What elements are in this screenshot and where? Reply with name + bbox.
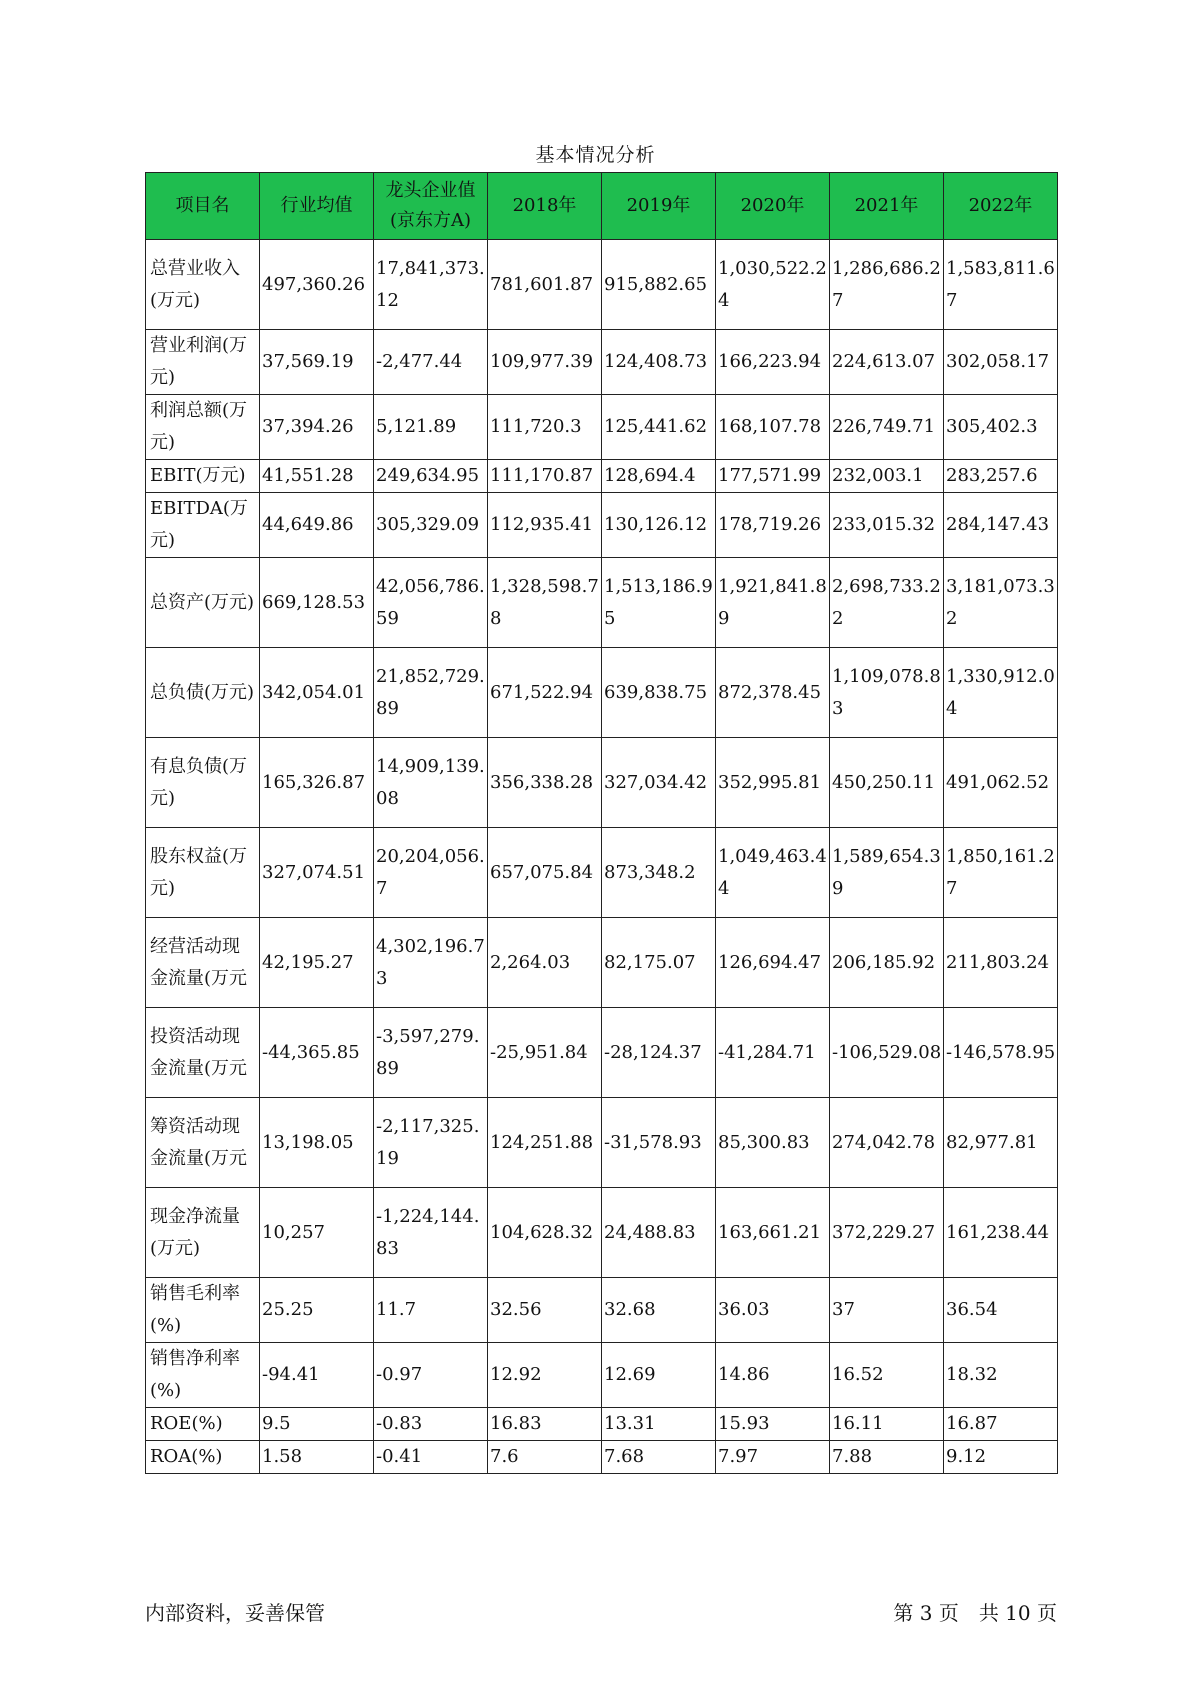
table-row xyxy=(146,1278,1058,1343)
value-cell: 305,329.09 xyxy=(374,493,488,558)
table-row xyxy=(146,460,1058,493)
value-cell: 872,378.45 xyxy=(716,648,830,738)
column-header: 2021年 xyxy=(830,173,944,240)
value-cell: 284,147.43 xyxy=(944,493,1058,558)
value-cell: 36.54 xyxy=(944,1278,1058,1343)
page-number: 第 3 页 共 10 页 xyxy=(893,1601,1057,1625)
value-cell: 12.92 xyxy=(488,1343,602,1408)
row-label-cell: ROE(%) xyxy=(146,1408,260,1441)
value-cell: 233,015.32 xyxy=(830,493,944,558)
value-cell: 13.31 xyxy=(602,1408,716,1441)
value-cell: 1,513,186.95 xyxy=(602,558,716,648)
value-cell: -0.41 xyxy=(374,1441,488,1474)
value-cell: 37,569.19 xyxy=(260,330,374,395)
value-cell: 657,075.84 xyxy=(488,828,602,918)
value-cell: 13,198.05 xyxy=(260,1098,374,1188)
value-cell: 497,360.26 xyxy=(260,240,374,330)
value-cell: 352,995.81 xyxy=(716,738,830,828)
value-cell: 1,330,912.04 xyxy=(944,648,1058,738)
value-cell: 356,338.28 xyxy=(488,738,602,828)
value-cell: 20,204,056.7 xyxy=(374,828,488,918)
value-cell: 41,551.28 xyxy=(260,460,374,493)
row-label-cell: 筹资活动现金流量(万元 xyxy=(146,1098,260,1188)
value-cell: 305,402.3 xyxy=(944,395,1058,460)
value-cell: -31,578.93 xyxy=(602,1098,716,1188)
value-cell: 873,348.2 xyxy=(602,828,716,918)
value-cell: -3,597,279.89 xyxy=(374,1008,488,1098)
value-cell: 25.25 xyxy=(260,1278,374,1343)
value-cell: 5,121.89 xyxy=(374,395,488,460)
value-cell: 1,286,686.27 xyxy=(830,240,944,330)
value-cell: 7.6 xyxy=(488,1441,602,1474)
row-label-cell: 现金净流量(万元) xyxy=(146,1188,260,1278)
row-label-cell: 经营活动现金流量(万元 xyxy=(146,918,260,1008)
table-row xyxy=(146,395,1058,460)
value-cell: 639,838.75 xyxy=(602,648,716,738)
value-cell: 168,107.78 xyxy=(716,395,830,460)
value-cell: 1,049,463.44 xyxy=(716,828,830,918)
column-header: 项目名 xyxy=(146,173,260,240)
value-cell: 112,935.41 xyxy=(488,493,602,558)
column-header: 行业均值 xyxy=(260,173,374,240)
value-cell: -94.41 xyxy=(260,1343,374,1408)
value-cell: 669,128.53 xyxy=(260,558,374,648)
row-label-cell: 总营业收入(万元) xyxy=(146,240,260,330)
value-cell: 130,126.12 xyxy=(602,493,716,558)
value-cell: 3,181,073.32 xyxy=(944,558,1058,648)
table-row xyxy=(146,1188,1058,1278)
value-cell: 178,719.26 xyxy=(716,493,830,558)
value-cell: 16.83 xyxy=(488,1408,602,1441)
row-label-cell: 销售毛利率(%) xyxy=(146,1278,260,1343)
row-label-cell: EBIT(万元) xyxy=(146,460,260,493)
row-label-cell: 总负债(万元) xyxy=(146,648,260,738)
column-header: 2019年 xyxy=(602,173,716,240)
value-cell: -106,529.08 xyxy=(830,1008,944,1098)
value-cell: 12.69 xyxy=(602,1343,716,1408)
row-label-cell: ROA(%) xyxy=(146,1441,260,1474)
row-label-cell: 投资活动现金流量(万元 xyxy=(146,1008,260,1098)
value-cell: 37 xyxy=(830,1278,944,1343)
value-cell: 302,058.17 xyxy=(944,330,1058,395)
financial-analysis-table xyxy=(145,172,1058,1474)
value-cell: 671,522.94 xyxy=(488,648,602,738)
row-label-cell: 利润总额(万元) xyxy=(146,395,260,460)
value-cell: 14,909,139.08 xyxy=(374,738,488,828)
value-cell: -28,124.37 xyxy=(602,1008,716,1098)
value-cell: -2,117,325.19 xyxy=(374,1098,488,1188)
value-cell: 450,250.11 xyxy=(830,738,944,828)
value-cell: 111,720.3 xyxy=(488,395,602,460)
table-row xyxy=(146,918,1058,1008)
value-cell: 206,185.92 xyxy=(830,918,944,1008)
table-row xyxy=(146,330,1058,395)
value-cell: 126,694.47 xyxy=(716,918,830,1008)
value-cell: 124,408.73 xyxy=(602,330,716,395)
confidential-note: 内部资料，妥善保管 xyxy=(145,1601,325,1625)
value-cell: 177,571.99 xyxy=(716,460,830,493)
value-cell: 211,803.24 xyxy=(944,918,1058,1008)
value-cell: 163,661.21 xyxy=(716,1188,830,1278)
value-cell: 327,074.51 xyxy=(260,828,374,918)
row-label-cell: EBITDA(万元) xyxy=(146,493,260,558)
value-cell: 491,062.52 xyxy=(944,738,1058,828)
table-row xyxy=(146,1008,1058,1098)
value-cell: 128,694.4 xyxy=(602,460,716,493)
table-row xyxy=(146,828,1058,918)
value-cell: 11.7 xyxy=(374,1278,488,1343)
value-cell: 82,977.81 xyxy=(944,1098,1058,1188)
value-cell: 165,326.87 xyxy=(260,738,374,828)
value-cell: 124,251.88 xyxy=(488,1098,602,1188)
value-cell: 44,649.86 xyxy=(260,493,374,558)
value-cell: 1,850,161.27 xyxy=(944,828,1058,918)
value-cell: -1,224,144.83 xyxy=(374,1188,488,1278)
value-cell: 104,628.32 xyxy=(488,1188,602,1278)
table-row xyxy=(146,648,1058,738)
value-cell: 32.56 xyxy=(488,1278,602,1343)
value-cell: -2,477.44 xyxy=(374,330,488,395)
value-cell: 32.68 xyxy=(602,1278,716,1343)
value-cell: 42,195.27 xyxy=(260,918,374,1008)
value-cell: 226,749.71 xyxy=(830,395,944,460)
value-cell: 16.52 xyxy=(830,1343,944,1408)
value-cell: 9.12 xyxy=(944,1441,1058,1474)
table-row xyxy=(146,738,1058,828)
row-label-cell: 营业利润(万元) xyxy=(146,330,260,395)
value-cell: 7.97 xyxy=(716,1441,830,1474)
value-cell: 1,030,522.24 xyxy=(716,240,830,330)
value-cell: 9.5 xyxy=(260,1408,374,1441)
table-row xyxy=(146,1343,1058,1408)
value-cell: 1,328,598.78 xyxy=(488,558,602,648)
value-cell: 7.68 xyxy=(602,1441,716,1474)
value-cell: 249,634.95 xyxy=(374,460,488,493)
column-header: 2018年 xyxy=(488,173,602,240)
value-cell: -25,951.84 xyxy=(488,1008,602,1098)
value-cell: 18.32 xyxy=(944,1343,1058,1408)
value-cell: 21,852,729.89 xyxy=(374,648,488,738)
value-cell: 36.03 xyxy=(716,1278,830,1343)
value-cell: 37,394.26 xyxy=(260,395,374,460)
value-cell: 342,054.01 xyxy=(260,648,374,738)
value-cell: 283,257.6 xyxy=(944,460,1058,493)
row-label-cell: 总资产(万元) xyxy=(146,558,260,648)
value-cell: 10,257 xyxy=(260,1188,374,1278)
value-cell: 42,056,786.59 xyxy=(374,558,488,648)
value-cell: 17,841,373.12 xyxy=(374,240,488,330)
value-cell: 82,175.07 xyxy=(602,918,716,1008)
column-header: 龙头企业值(京东方A) xyxy=(374,173,488,240)
table-body xyxy=(146,240,1058,1474)
value-cell: 111,170.87 xyxy=(488,460,602,493)
value-cell: 1,589,654.39 xyxy=(830,828,944,918)
table-row xyxy=(146,558,1058,648)
value-cell: 2,264.03 xyxy=(488,918,602,1008)
value-cell: 16.87 xyxy=(944,1408,1058,1441)
value-cell: -44,365.85 xyxy=(260,1008,374,1098)
column-header: 2022年 xyxy=(944,173,1058,240)
table-row xyxy=(146,240,1058,330)
value-cell: 781,601.87 xyxy=(488,240,602,330)
value-cell: 85,300.83 xyxy=(716,1098,830,1188)
value-cell: 232,003.1 xyxy=(830,460,944,493)
table-row xyxy=(146,1408,1058,1441)
table-header-row xyxy=(146,173,1058,240)
value-cell: -146,578.95 xyxy=(944,1008,1058,1098)
value-cell: 14.86 xyxy=(716,1343,830,1408)
value-cell: -41,284.71 xyxy=(716,1008,830,1098)
row-label-cell: 销售净利率(%) xyxy=(146,1343,260,1408)
value-cell: 4,302,196.73 xyxy=(374,918,488,1008)
value-cell: 1,583,811.67 xyxy=(944,240,1058,330)
value-cell: 1.58 xyxy=(260,1441,374,1474)
row-label-cell: 股东权益(万元) xyxy=(146,828,260,918)
value-cell: 2,698,733.22 xyxy=(830,558,944,648)
value-cell: 224,613.07 xyxy=(830,330,944,395)
value-cell: 274,042.78 xyxy=(830,1098,944,1188)
value-cell: 327,034.42 xyxy=(602,738,716,828)
row-label-cell: 有息负债(万元) xyxy=(146,738,260,828)
table-row xyxy=(146,1098,1058,1188)
value-cell: 915,882.65 xyxy=(602,240,716,330)
value-cell: 372,229.27 xyxy=(830,1188,944,1278)
value-cell: 15.93 xyxy=(716,1408,830,1441)
table-title: 基本情况分析 xyxy=(535,144,656,166)
value-cell: -0.97 xyxy=(374,1343,488,1408)
value-cell: 24,488.83 xyxy=(602,1188,716,1278)
value-cell: -0.83 xyxy=(374,1408,488,1441)
value-cell: 125,441.62 xyxy=(602,395,716,460)
value-cell: 1,109,078.83 xyxy=(830,648,944,738)
column-header: 2020年 xyxy=(716,173,830,240)
value-cell: 109,977.39 xyxy=(488,330,602,395)
value-cell: 16.11 xyxy=(830,1408,944,1441)
value-cell: 7.88 xyxy=(830,1441,944,1474)
table-row xyxy=(146,1441,1058,1474)
value-cell: 166,223.94 xyxy=(716,330,830,395)
value-cell: 1,921,841.89 xyxy=(716,558,830,648)
value-cell: 161,238.44 xyxy=(944,1188,1058,1278)
table-row xyxy=(146,493,1058,558)
